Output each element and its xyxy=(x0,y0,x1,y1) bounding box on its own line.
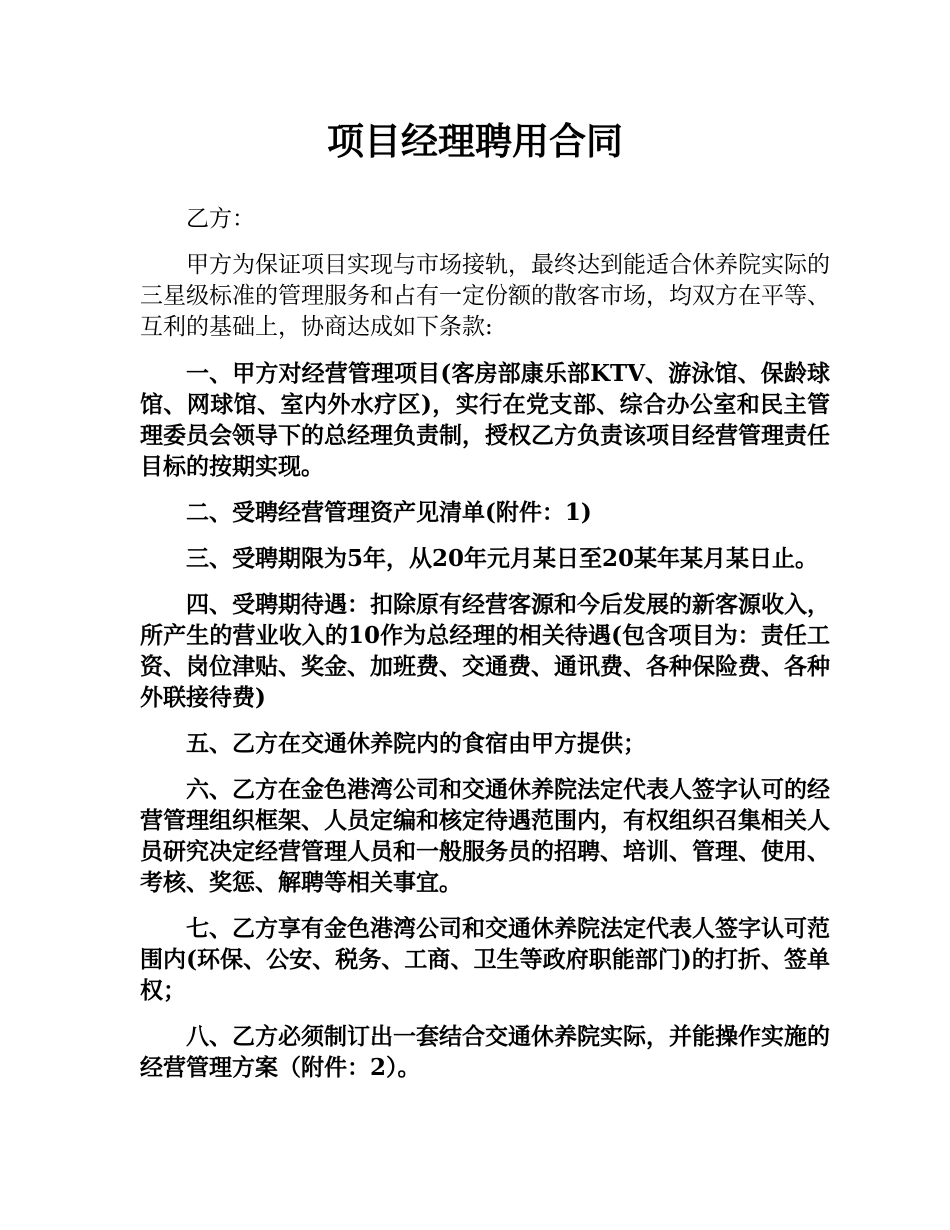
clause-1: 一、甲方对经营管理项目(客房部康乐部KTV、游泳馆、保龄球馆、网球馆、室内外水疗区)，实行在党支部、综合办公室和民主管理委员会领导下的总经理负责制，授权乙方负责该项目经营管理责任目标的按期实现。 xyxy=(140,360,830,480)
clause-4: 四、受聘期待遇：扣除原有经营客源和今后发展的新客源收入，所产生的营业收入的10作为总经理的相关待遇(包含项目为：责任工资、岗位津贴、奖金、加班费、交通费、通讯费、各种保险费、各种外联接待费) xyxy=(140,591,830,711)
clause-2: 二、受聘经营管理资产见清单(附件：1) xyxy=(186,499,592,526)
party-b-line: 乙方： xyxy=(186,206,255,232)
document-title: 项目经理聘用合同 xyxy=(327,120,623,163)
clause-8: 八、乙方必须制订出一套结合交通休养院实际，并能操作实施的经营管理方案（附件：2）。 xyxy=(140,1023,830,1081)
clause-7: 七、乙方享有金色港湾公司和交通休养院法定代表人签字认可范围内(环保、公安、税务、工商、卫生等政府职能部门)的打折、签单权； xyxy=(140,915,830,1004)
clause-6: 六、乙方在金色港湾公司和交通休养院法定代表人签字认可的经营管理组织框架、人员定编和核定待遇范围内，有权组织召集相关人员研究决定经营管理人员和一般服务员的招聘、培训、管理、使用、考核、奖惩、解聘等相关事宜。 xyxy=(140,776,830,896)
document-body xyxy=(140,204,830,1098)
clause-5: 五、乙方在交通休养院内的食宿由甲方提供； xyxy=(186,730,646,757)
intro-paragraph: 甲方为保证项目实现与市场接轨，最终达到能适合休养院实际的三星级标准的管理服务和占有一定份额的散客市场，均双方在平等、互利的基础上，协商达成如下条款: xyxy=(140,252,830,340)
clause-3: 三、受聘期限为5年，从20年元月某日至20某年某月某日止。 xyxy=(186,545,819,572)
